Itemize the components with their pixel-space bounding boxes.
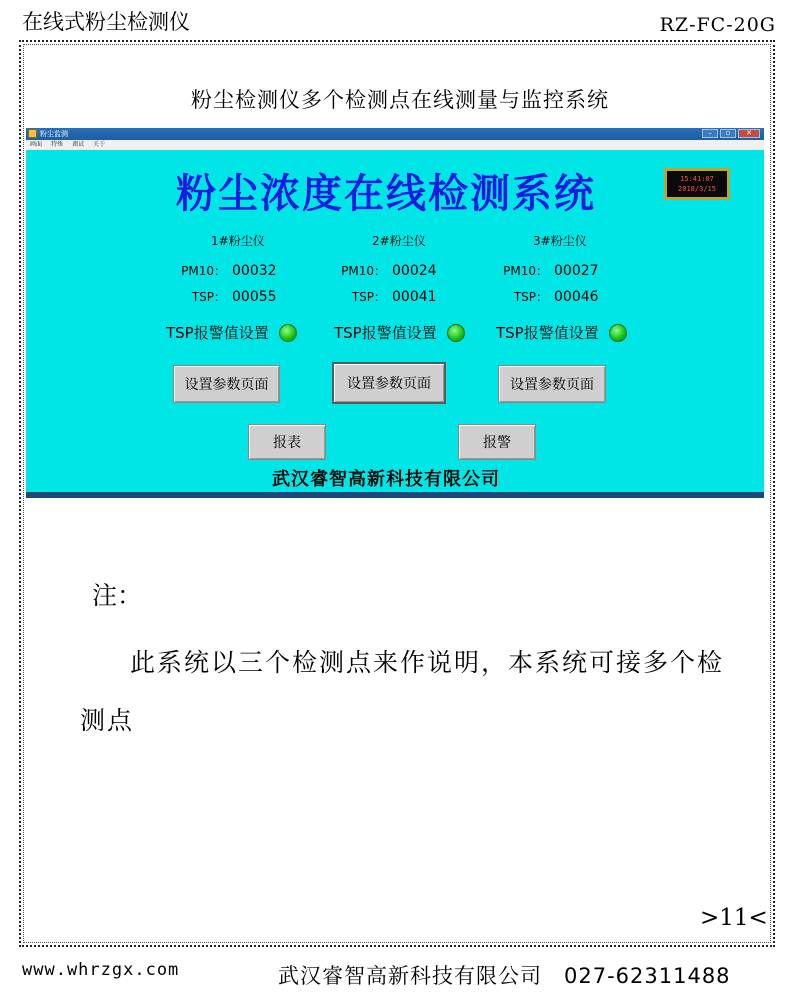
pm10-value: 00024 (392, 263, 437, 279)
pm10-value: 00032 (232, 263, 277, 279)
alarm-label: TSP报警值设置 (166, 324, 269, 342)
tsp-value: 00041 (392, 289, 437, 305)
device-2-name: 2#粉尘仪 (372, 234, 426, 248)
device-1-alarm-setting[interactable] (166, 322, 297, 343)
window-controls (702, 129, 760, 138)
menu-item-debug[interactable]: 调试 (72, 141, 85, 148)
app-heading: 粉尘浓度在线检测系统 (176, 170, 596, 217)
pm10-value: 00027 (554, 263, 599, 279)
tsp-value: 00055 (232, 289, 277, 305)
alarm-label: TSP报警值设置 (496, 324, 599, 342)
device-3-alarm-setting[interactable] (496, 322, 627, 343)
close-icon[interactable]: ✕ (738, 129, 760, 138)
report-button[interactable]: 报表 (248, 424, 326, 460)
device-1-settings-button[interactable]: 设置参数页面 (173, 365, 280, 403)
footer-company-phone: 武汉睿智高新科技有限公司 027-62311488 (278, 964, 731, 988)
minimize-icon[interactable]: – (702, 129, 718, 138)
clock-time: 15:41:07 (680, 175, 714, 183)
maximize-icon[interactable]: ▫ (720, 129, 736, 138)
doc-header-title: 在线式粉尘检测仪 (22, 10, 190, 34)
page-number: >11< (700, 905, 768, 931)
tsp-label: TSP： (513, 290, 548, 304)
alarm-button[interactable]: 报警 (458, 424, 536, 460)
clock-display (664, 168, 730, 200)
app-screenshot (26, 128, 764, 498)
device-3-name: 3#粉尘仪 (533, 234, 587, 248)
menu-item-screen[interactable]: 画面 (30, 141, 43, 148)
tsp-label: TSP： (351, 290, 386, 304)
alarm-label: TSP报警值设置 (334, 324, 437, 342)
device-2-tsp (336, 288, 437, 305)
note-text: 此系统以三个检测点来作说明，本系统可接多个检测点 (80, 648, 725, 735)
device-2-pm10 (336, 262, 437, 279)
device-3-tsp (498, 288, 599, 305)
device-2-alarm-setting[interactable] (334, 322, 465, 343)
tsp-label: TSP： (191, 290, 226, 304)
pm10-label: PM10： (181, 264, 226, 278)
note-label: 注： (92, 581, 143, 610)
menu-item-about[interactable]: 关于 (93, 141, 106, 148)
app-menubar (26, 140, 764, 150)
status-led-icon (609, 324, 627, 342)
app-window-title: 粉尘监测 (40, 130, 68, 138)
device-1-tsp (176, 288, 277, 305)
device-3-pm10 (498, 262, 599, 279)
pm10-label: PM10： (341, 264, 386, 278)
app-company-name: 武汉睿智高新科技有限公司 (272, 469, 500, 490)
doc-header-model: RZ-FC-20G (659, 14, 776, 36)
device-1-pm10 (176, 262, 277, 279)
app-icon (28, 129, 37, 138)
device-1-name: 1#粉尘仪 (211, 234, 265, 248)
clock-date: 2018/3/15 (678, 185, 716, 193)
menu-item-special[interactable]: 特殊 (51, 141, 64, 148)
section-title: 粉尘检测仪多个检测点在线测量与监控系统 (191, 88, 609, 112)
tsp-value: 00046 (554, 289, 599, 305)
status-led-icon (447, 324, 465, 342)
device-2-settings-button[interactable]: 设置参数页面 (332, 362, 446, 404)
device-3-settings-button[interactable]: 设置参数页面 (498, 365, 606, 403)
status-led-icon (279, 324, 297, 342)
taskbar (26, 492, 764, 498)
pm10-label: PM10： (503, 264, 548, 278)
app-titlebar (26, 128, 764, 140)
footer-website[interactable]: www.whrzgx.com (22, 960, 180, 980)
